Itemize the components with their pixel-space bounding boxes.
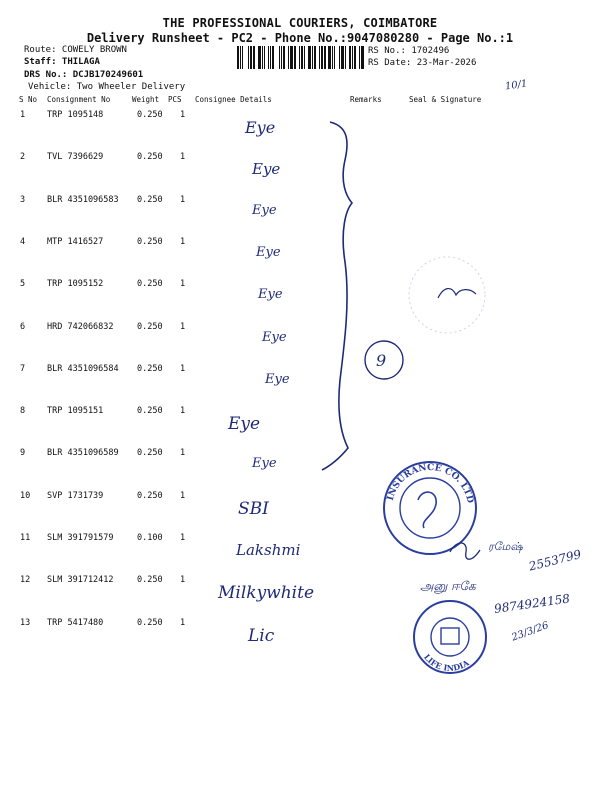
- row-consignment-number: HRD 742066832: [47, 321, 114, 332]
- row-consignee-handwritten: Milkywhite: [218, 583, 315, 604]
- tamil-note: அனு ஈகே: [420, 579, 476, 593]
- row-consignee-handwritten: Lakshmi: [236, 541, 301, 559]
- row-serial-number: 13: [20, 617, 31, 628]
- row-consignment-number: SVP 1731739: [47, 490, 104, 501]
- col-consignee: Consignee Details: [195, 95, 272, 104]
- col-seal-signature: Seal & Signature: [409, 95, 482, 104]
- row-pieces: 1: [180, 533, 186, 543]
- row-consignment-number: MTP 1416527: [47, 236, 104, 247]
- row-weight: 0.250: [137, 152, 163, 163]
- phone-note: 9874924158: [493, 591, 571, 616]
- row-consignee-handwritten: Eye: [252, 202, 277, 218]
- row-pieces: 1: [180, 363, 186, 374]
- row-consignment-number: SLM 391712412: [47, 575, 114, 586]
- row-consignment-number: BLR 4351096589: [47, 448, 119, 459]
- row-consignment-number: SLM 391791579: [47, 533, 114, 543]
- row-consignee-handwritten: Eye: [252, 456, 277, 472]
- row-consignee-handwritten: Lic: [248, 625, 275, 646]
- row-serial-number: 2: [20, 152, 26, 163]
- row-pieces: 1: [180, 490, 186, 501]
- row-consignment-number: TRP 1095152: [47, 279, 104, 290]
- row-weight: 0.250: [137, 279, 163, 290]
- seal-bottom-text: LIFE INDIA: [421, 651, 471, 673]
- rs-date: RS Date: 23-Mar-2026: [368, 58, 477, 68]
- row-pieces: 1: [180, 617, 186, 628]
- row-consignment-number: TRP 5417480: [47, 617, 104, 628]
- row-serial-number: 10: [20, 490, 31, 501]
- drs-number: DRS No.: DCJB170249601: [24, 70, 144, 80]
- row-weight: 0.250: [137, 236, 163, 247]
- signature-name: ரமேஷ்: [488, 540, 523, 553]
- row-pieces: 1: [180, 448, 186, 459]
- row-weight: 0.250: [137, 617, 163, 628]
- svg-text:INSURANCE CO. LTD: [386, 463, 475, 504]
- row-weight: 0.250: [137, 321, 163, 332]
- page-handwritten-mark: 10/1: [504, 78, 529, 93]
- staff-label: Staff: THILAGA: [24, 57, 100, 67]
- row-consignee-handwritten: Eye: [258, 287, 283, 303]
- date-note: 23/3/26: [510, 620, 551, 644]
- row-serial-number: 1: [20, 110, 26, 120]
- row-consignee-handwritten: Eye: [262, 329, 287, 345]
- row-pieces: 1: [180, 152, 186, 163]
- row-serial-number: 7: [20, 363, 26, 374]
- row-serial-number: 3: [20, 194, 26, 205]
- row-serial-number: 6: [20, 321, 26, 332]
- row-pieces: 1: [180, 321, 186, 332]
- row-consignment-number: BLR 4351096583: [47, 194, 119, 205]
- row-consignment-number: TVL 7396629: [47, 152, 104, 163]
- row-consignment-number: TRP 1095151: [47, 406, 104, 417]
- row-weight: 0.100: [137, 533, 163, 543]
- route-label: Route: COWELY BROWN: [24, 45, 127, 55]
- life-insurance-seal-stamp: [414, 601, 486, 673]
- row-weight: 0.250: [137, 363, 163, 374]
- row-pieces: 1: [180, 406, 186, 417]
- row-weight: 0.250: [137, 194, 163, 205]
- company-title: THE PROFESSIONAL COURIERS, COIMBATORE: [162, 16, 438, 30]
- row-consignment-number: TRP 1095148: [47, 110, 104, 120]
- row-serial-number: 8: [20, 406, 26, 417]
- row-consignee-handwritten: Eye: [265, 371, 290, 387]
- row-pieces: 1: [180, 194, 186, 205]
- circled-count: 9: [376, 351, 387, 370]
- row-consignee-handwritten: Eye: [228, 414, 261, 435]
- number-note: 2553799: [527, 547, 583, 574]
- col-pcs: PCS: [168, 95, 182, 104]
- row-pieces: 1: [180, 236, 186, 247]
- bracket-mark: [322, 122, 352, 470]
- rs-number: RS No.: 1702496: [368, 46, 450, 56]
- row-consignee-handwritten: Eye: [245, 118, 276, 137]
- signature-scribble: [450, 543, 480, 559]
- row-pieces: 1: [180, 279, 186, 290]
- row-pieces: 1: [180, 575, 186, 586]
- insurance-seal-stamp: [384, 462, 476, 554]
- col-weight: Weight: [132, 95, 160, 104]
- row-weight: 0.250: [137, 490, 163, 501]
- runsheet-subtitle: Delivery Runsheet - PC2 - Phone No.:9047080280 - Page No.:1: [86, 31, 514, 45]
- col-remarks: Remarks: [350, 95, 382, 104]
- row-weight: 0.250: [137, 110, 163, 120]
- row-consignee-handwritten: SBI: [238, 498, 269, 519]
- row-weight: 0.250: [137, 406, 163, 417]
- row-pieces: 1: [180, 110, 186, 120]
- seal-top-text: INSURANCE CO. LTD: [385, 462, 475, 505]
- row-serial-number: 11: [20, 533, 31, 543]
- initials-signature: [438, 289, 476, 298]
- row-serial-number: 5: [20, 279, 26, 290]
- vehicle-label: Vehicle: Two Wheeler Delivery: [28, 82, 186, 92]
- col-consignment: Consignment No: [47, 95, 111, 104]
- row-consignee-handwritten: Eye: [256, 244, 281, 260]
- row-serial-number: 4: [20, 236, 26, 247]
- row-serial-number: 12: [20, 575, 31, 586]
- col-sno: S No: [19, 95, 38, 104]
- row-consignment-number: BLR 4351096584: [47, 363, 119, 374]
- faint-stamp: [409, 257, 485, 333]
- row-serial-number: 9: [20, 448, 26, 459]
- row-weight: 0.250: [137, 448, 163, 459]
- row-consignee-handwritten: Eye: [252, 160, 281, 179]
- row-weight: 0.250: [137, 575, 163, 586]
